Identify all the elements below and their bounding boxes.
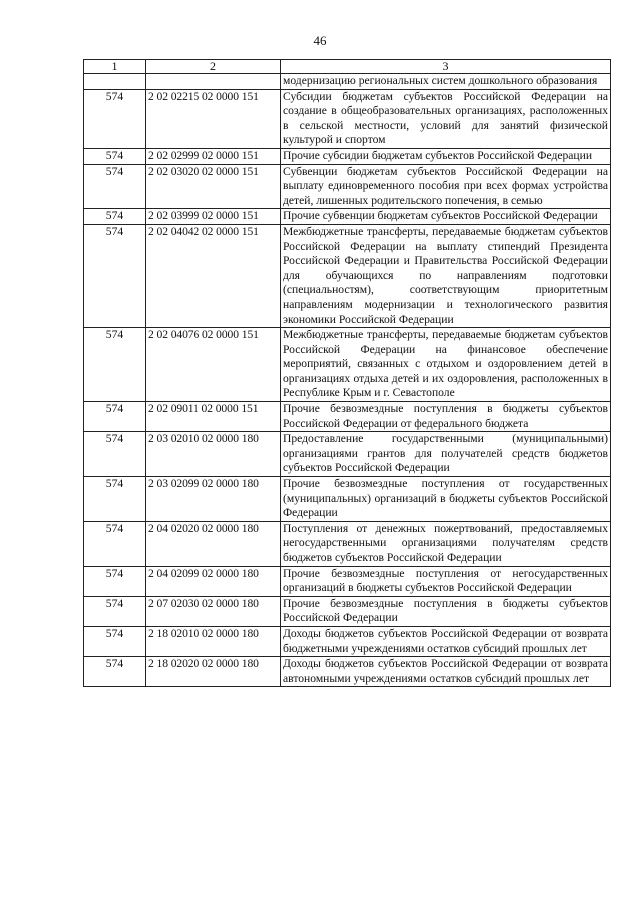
budget-codes-table — [83, 59, 611, 687]
table-row — [84, 626, 611, 656]
admin-code-cell: 574 — [84, 164, 146, 209]
admin-code-cell: 574 — [84, 89, 146, 148]
admin-code-cell: 574 — [84, 521, 146, 566]
admin-code-cell: 574 — [84, 328, 146, 402]
table-row — [84, 432, 611, 477]
table-row — [84, 148, 611, 164]
admin-code-cell: 574 — [84, 432, 146, 477]
description-cell: Предоставление государственными (муниципальными) организациями грантов для получателей средств бюджетов субъектов Российской Федерации — [281, 432, 611, 477]
budget-code-cell: 2 02 04042 02 0000 151 — [146, 224, 281, 327]
budget-code-cell: 2 03 02099 02 0000 180 — [146, 477, 281, 522]
description-cell: Межбюджетные трансферты, передаваемые бюджетам субъектов Российской Федерации на финансовое обеспечение мероприятий, связанных с отдыхом и оздоровлением детей в организациях отдыха детей и их оздоровления, расположенных в Республике Крым и г. Севастополе — [281, 328, 611, 402]
table-row — [84, 596, 611, 626]
budget-code-cell — [146, 74, 281, 90]
description-cell: Доходы бюджетов субъектов Российской Федерации от возврата автономными учреждениями остатков субсидий прошлых лет — [281, 657, 611, 687]
table-row — [84, 164, 611, 209]
admin-code-cell: 574 — [84, 209, 146, 225]
table-row — [84, 328, 611, 402]
admin-code-cell: 574 — [84, 596, 146, 626]
admin-code-cell: 574 — [84, 224, 146, 327]
admin-code-cell: 574 — [84, 148, 146, 164]
admin-code-cell — [84, 74, 146, 90]
column-header-1: 1 — [84, 60, 146, 74]
budget-code-cell: 2 07 02030 02 0000 180 — [146, 596, 281, 626]
description-cell: Субсидии бюджетам субъектов Российской Федерации на создание в общеобразовательных организациях, расположенных в сельской местности, условий для занятий физической культурой и спортом — [281, 89, 611, 148]
budget-code-cell: 2 04 02020 02 0000 180 — [146, 521, 281, 566]
budget-code-cell: 2 02 03999 02 0000 151 — [146, 209, 281, 225]
table-row — [84, 657, 611, 687]
column-header-3: 3 — [281, 60, 611, 74]
table-row — [84, 209, 611, 225]
table-row — [84, 224, 611, 327]
description-cell: Прочие безвозмездные поступления от негосударственных организаций в бюджеты субъектов Российской Федерации — [281, 566, 611, 596]
budget-code-cell: 2 02 02215 02 0000 151 — [146, 89, 281, 148]
table-row — [84, 89, 611, 148]
description-cell: модернизацию региональных систем дошкольного образования — [281, 74, 611, 90]
budget-code-cell: 2 02 02999 02 0000 151 — [146, 148, 281, 164]
budget-code-cell: 2 02 04076 02 0000 151 — [146, 328, 281, 402]
budget-code-cell: 2 03 02010 02 0000 180 — [146, 432, 281, 477]
admin-code-cell: 574 — [84, 657, 146, 687]
table-header-row — [84, 60, 611, 74]
budget-code-cell: 2 18 02020 02 0000 180 — [146, 657, 281, 687]
table-row — [84, 74, 611, 90]
description-cell: Субвенции бюджетам субъектов Российской Федерации на выплату единовременного пособия при всех формах устройства детей, лишенных родительского попечения, в семью — [281, 164, 611, 209]
description-cell: Межбюджетные трансферты, передаваемые бюджетам субъектов Российской Федерации на выплату стипендий Президента Российской Федерации и Правительства Российской Федерации для обучающихся по направлениям подготовки (специальностям), соответствующим приоритетным направлениям модернизации и технологического развития экономики Российской Федерации — [281, 224, 611, 327]
description-cell: Прочие субсидии бюджетам субъектов Российской Федерации — [281, 148, 611, 164]
table-row — [84, 402, 611, 432]
description-cell: Прочие субвенции бюджетам субъектов Российской Федерации — [281, 209, 611, 225]
admin-code-cell: 574 — [84, 566, 146, 596]
admin-code-cell: 574 — [84, 626, 146, 656]
admin-code-cell: 574 — [84, 402, 146, 432]
page-number: 46 — [313, 33, 327, 48]
table-row — [84, 477, 611, 522]
table-row — [84, 566, 611, 596]
column-header-2: 2 — [146, 60, 281, 74]
description-cell: Доходы бюджетов субъектов Российской Федерации от возврата бюджетными учреждениями остатков субсидий прошлых лет — [281, 626, 611, 656]
budget-code-cell: 2 04 02099 02 0000 180 — [146, 566, 281, 596]
description-cell: Прочие безвозмездные поступления в бюджеты субъектов Российской Федерации — [281, 596, 611, 626]
budget-code-cell: 2 02 09011 02 0000 151 — [146, 402, 281, 432]
table-row — [84, 521, 611, 566]
budget-code-cell: 2 18 02010 02 0000 180 — [146, 626, 281, 656]
description-cell: Прочие безвозмездные поступления от государственных (муниципальных) организаций в бюджеты субъектов Российской Федерации — [281, 477, 611, 522]
budget-code-cell: 2 02 03020 02 0000 151 — [146, 164, 281, 209]
admin-code-cell: 574 — [84, 477, 146, 522]
description-cell: Поступления от денежных пожертвований, предоставляемых негосударственными организациями получателям средств бюджетов субъектов Российской Федерации — [281, 521, 611, 566]
description-cell: Прочие безвозмездные поступления в бюджеты субъектов Российской Федерации от федерального бюджета — [281, 402, 611, 432]
